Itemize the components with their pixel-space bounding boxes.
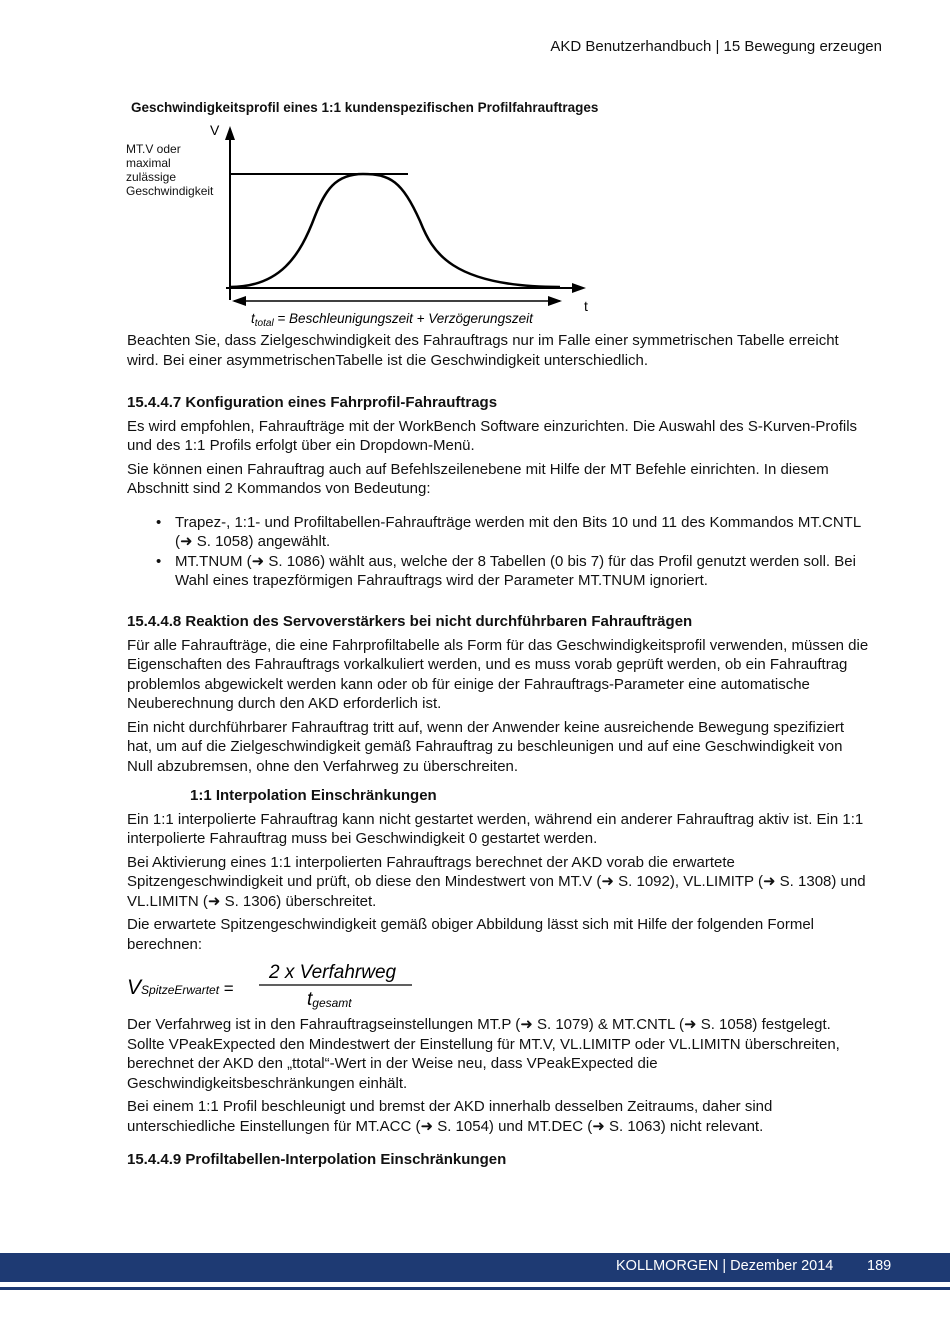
ttotal-main: t (251, 311, 255, 326)
bullet-icon: • (156, 513, 162, 531)
paragraph: Bei einem 1:1 Profil beschleunigt und bremst der AKD innerhalb desselben Zeitraums, daher sind unterschiedliche Einstellungen für MT.ACC (➜ S. 1054) und MT.DEC (➜ S. 1063) nicht relevant. (127, 1098, 773, 1135)
t-axis-label: t (584, 298, 588, 314)
section-15-4-4-8 (127, 612, 872, 958)
formula-equals: = (219, 979, 234, 998)
ttotal-label (251, 311, 534, 329)
subsection-heading: 1:1 Interpolation Einschränkungen (190, 787, 437, 804)
v-axis-label: V (210, 122, 220, 138)
velocity-formula (127, 958, 427, 1010)
vmax-label-line-2: maximal (126, 156, 171, 170)
formula-v-sub: SpitzeErwartet (141, 983, 220, 997)
formula-lhs (127, 976, 234, 999)
footer-line (0, 1287, 950, 1290)
formula-denominator-t: t (307, 989, 313, 1010)
figure-title: Geschwindigkeitsprofil eines 1:1 kundenspezifischen Profilfahrauftrages (131, 100, 599, 115)
paragraph-block-4 (127, 1015, 872, 1174)
ttotal-arrow-right (548, 296, 562, 306)
paragraph: Beachten Sie, dass Zielgeschwindigkeit des Fahrauftrags nur im Falle einer symmetrischen Tabelle erreicht wird. Bei einer asymmetrischenTabelle ist die Geschwindigkeit unterschiedlich. (127, 332, 839, 369)
formula-v: V (127, 976, 142, 999)
ttotal-sub: total (254, 318, 274, 329)
section-heading: 15.4.4.8 Reaktion des Servoverstärkers bei nicht durchführbaren Fahraufträgen (127, 613, 693, 630)
ttotal-arrow-left (232, 296, 246, 306)
page-number: 189 (867, 1258, 892, 1274)
bullet-icon: • (156, 552, 162, 570)
paragraph: Ein nicht durchführbarer Fahrauftrag tritt auf, wenn der Anwender keine ausreichende Bewegung spezifiziert hat, um auf die Zielgeschwindigkeit gemäß Fahrauftrag zu beschleunigen und auf eine Geschwindigkeit von Null abzubremsen, ohne den Verfahrweg zu überschreiten. (127, 718, 845, 775)
vmax-label (126, 142, 214, 198)
formula-denominator (307, 989, 352, 1010)
list-item-text: MT.TNUM (➜ S. 1086) wählt aus, welche der 8 Tabellen (0 bis 7) für das Profil genutzt werden soll. Bei Wahl eines trapezförmigen Fahrauftrags wird der Parameter MT.TNUM ignoriert. (175, 552, 856, 589)
vmax-label-line-3: zulässige (126, 170, 177, 184)
paragraph: Bei Aktivierung eines 1:1 interpolierten Fahrauftrags berechnet der AKD vorab die erwartete Spitzengeschwindigkeit und prüft, ob diese den Mindestwert von MT.V (➜ S. 1092), VL.LIMITP (➜ S. 1308) und VL.LIMITN (➜ S. 1306) überschreitet. (127, 853, 866, 910)
paragraph: Für alle Fahraufträge, die eine Fahrprofiltabelle als Form für das Geschwindigkeitsprofil verwenden, müssen die Eigenschaften des Fahrauftrags vorkalkuliert werden, und es muss vorab geprüft werden, ob ein Fahrauftrag problemlos abgewickelt werden kann oder ob für einige der Fahrauftrags-Parameter eine automatische Neuberechnung durch den AKD erforderlich ist. (127, 636, 869, 712)
list-item-text: Trapez-, 1:1- und Profiltabellen-Fahraufträge werden mit den Bits 10 und 11 des Kommandos MT.CNTL (➜ S. 1058) angewählt. (175, 513, 861, 550)
bullet-list (127, 513, 872, 591)
page-header: AKD Benutzerhandbuch | 15 Bewegung erzeugen (550, 38, 882, 55)
paragraph: Ein 1:1 interpolierte Fahrauftrag kann nicht gestartet werden, während ein anderer Fahrauftrag aktiv ist. Ein 1:1 interpolierte Fahrauftrag muss bei Geschwindigkeit 0 gestartet werden. (127, 810, 864, 847)
section-heading: 15.4.4.9 Profiltabellen-Interpolation Einschränkungen (127, 1151, 507, 1168)
paragraph: Die erwartete Spitzengeschwindigkeit gemäß obiger Abbildung lässt sich mit Hilfe der folgenden Formel berechnen: (127, 916, 815, 953)
ttotal-rest: = Beschleunigungszeit + Verzögerungszeit (273, 311, 533, 326)
list-item (127, 552, 872, 591)
t-axis-arrow (572, 283, 586, 293)
paragraph-block-1 (127, 331, 872, 374)
paragraph: Sie können einen Fahrauftrag auch auf Befehlszeilenebene mit Hilfe der MT Befehle einrichten. In diesem Abschnitt sind 2 Kommandos von Bedeutung: (127, 460, 829, 497)
paragraph: Es wird empfohlen, Fahraufträge mit der WorkBench Software einzurichten. Die Auswahl des S-Kurven-Profils und des 1:1 Profils erfolgt über ein Dropdown-Menü. (127, 417, 858, 454)
velocity-profile-diagram (120, 116, 600, 331)
formula-numerator: 2 x Verfahrweg (269, 962, 397, 983)
section-heading: 15.4.4.7 Konfiguration eines Fahrprofil-Fahrauftrags (127, 394, 498, 411)
paragraph: Der Verfahrweg ist in den Fahrauftragseinstellungen MT.P (➜ S. 1079) & MT.CNTL (➜ S. 1058) festgelegt. Sollte VPeakExpected den Mindestwert der Einstellung für MT.V, VL.LIMITP oder VL.LIMITN überschreiten, berechnet der AKD den „ttotal“-Wert in der Weise neu, dass VPeakExpected die Geschwindigkeitsbeschränkungen einhält. (127, 1016, 840, 1092)
vmax-label-line-1: MT.V oder (126, 142, 181, 156)
velocity-curve (230, 174, 560, 287)
footer-company-date: KOLLMORGEN | Dezember 2014 (616, 1258, 834, 1274)
section-15-4-4-7 (127, 393, 872, 591)
list-item (127, 513, 872, 552)
v-axis-arrow (225, 126, 235, 140)
formula-denominator-sub: gesamt (312, 996, 352, 1010)
vmax-label-line-4: Geschwindigkeit (126, 184, 214, 198)
